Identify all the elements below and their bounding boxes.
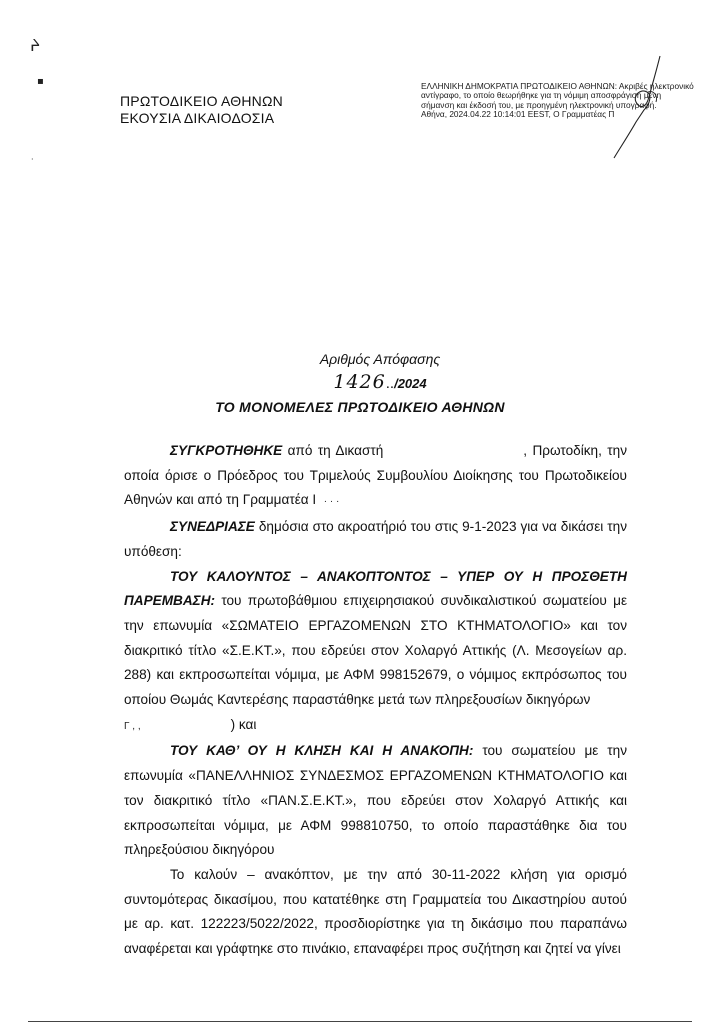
redacted-lawyer-names: Γ , , — [124, 720, 141, 732]
respondent-text: του σωματείου με την επωνυμία «ΠΑΝΕΛΛΗΝΙΟΣ ΣΥΝΔΕΣΜΟΣ ΕΡΓΑΖΟΜΕΝΩΝ ΚΤΗΜΑΤΟΛΟΓΙΟ και τον διακριτικό τίτλο «ΠΑΝ.Σ.Ε.ΚΤ.», που εδρεύει στον Χολαργό Αττικής και εκπροσωπείται νόμιμα, με ΑΦΜ 998810750, το οποίο παραστάθηκε δια του πληρεξούσιου δικηγόρου — [124, 743, 627, 858]
margin-punch-mark: ▪ — [37, 76, 44, 87]
document-body — [124, 439, 627, 962]
decision-number — [300, 371, 460, 393]
paragraph-procedure — [124, 863, 627, 962]
composition-text-b: , Πρωτοδίκη, την οποία όρισε ο Πρόεδρος του Τριμελούς Συμβουλίου Διοίκησης του Πρωτοδικείου Αθηνών και από τη Γραμματέα Ι — [124, 443, 627, 508]
paragraph-applicant — [124, 565, 627, 740]
stamp-line-2: αντίγραφο, το οποίο θεωρήθηκε για τη νόμιμη αποσφράγιση μένη — [421, 90, 662, 101]
page-bottom-edge — [28, 1021, 692, 1022]
court-name: ΠΡΩΤΟΔΙΚΕΙΟ ΑΘΗΝΩΝ — [120, 93, 283, 109]
paragraph-respondent — [124, 739, 627, 863]
stamp-line-4: Αθήνα, 2024.04.22 10:14:01 EEST, Ο Γραμματέας Π — [421, 109, 615, 120]
applicant-tail: ) και — [230, 716, 257, 732]
stamp-line-3: σήμανση και έκδοσή του, με προηγμένη ηλεκτρονική υπογραφή. — [421, 99, 657, 110]
paragraph-composition — [124, 439, 627, 515]
respondent-heading: ΤΟΥ ΚΑΘ’ ΟΥ Η ΚΛΗΣΗ ΚΑΙ Η ΑΝΑΚΟΠΗ: — [170, 743, 474, 759]
composition-heading: ΣΥΓΚΡΟΤΗΘΗΚΕ — [170, 443, 283, 458]
signature-mark — [590, 52, 680, 162]
court-header — [120, 93, 283, 127]
applicant-text: του πρωτοβάθμιου επιχειρησιακού συνδικαλιστικού σωματείου με την επωνυμία «ΣΩΜΑΤΕΙΟ ΕΡΓΑΖΟΜΕΝΩΝ ΣΤΟ ΚΤΗΜΑΤΟΛΟΓΙΟ» και τον διακριτικό τίτλο «Σ.Ε.ΚΤ.», που εδρεύει στον Χολαργό Αττικής (Λ. Μεσογείων αρ. 288) και εκπροσωπείται νόμιμα, με ΑΦΜ 998152679, ο νόμιμος εκπρόσωπος του οποίου Θωμάς Καντερέσης παραστάθηκε μετά των πληρεξουσίων δικηγόρων — [124, 593, 627, 708]
decision-number-block — [300, 351, 460, 393]
court-title: ΤΟ ΜΟΝΟΜΕΛΕΣ ΠΡΩΤΟΔΙΚΕΙΟ ΑΘΗΝΩΝ — [215, 399, 505, 415]
procedure-text: Το καλούν – ανακόπτον, με την από 30-11-2022 κλήση για ορισμό συντομότερας δικασίμου, που κατατέθηκε στη Γραμματεία του Δικαστηρίου αυτού με αρ. κατ. 122223/5022/2022, προσδιορίστηκε για τη δικάσιμο που παραπάνω αναφέρεται και γράφτηκε στο πινάκιο, επαναφέρει προς συζήτηση και ζητεί να γίνει — [124, 866, 627, 957]
session-heading: ΣΥΝΕΔΡΙΑΣΕ — [170, 519, 255, 535]
decision-number-dots: .. — [385, 375, 395, 392]
margin-dot-mark: · — [31, 155, 34, 164]
decision-number-year: /2024 — [394, 376, 427, 391]
stamp-line-1: ΕΛΛΗΝΙΚΗ ΔΗΜΟΚΡΑΤΙΑ ΠΡΩΤΟΔΙΚΕΙΟ ΑΘΗΝΩΝ: Ακριβές ηλεκτρονικό — [421, 81, 694, 91]
applicant-heading: ΤΟΥ ΚΑΛΟΥΝΤΟΣ – ΑΝΑΚΟΠΤΟΝΤΟΣ – ΥΠΕΡ ΟΥ Η ΠΡΟΣΘΕΤΗ ΠΑΡΕΜΒΑΣΗ: — [124, 568, 627, 609]
court-division: ΕΚΟΥΣΙΑ ΔΙΚΑΙΟΔΟΣΙΑ — [120, 110, 275, 126]
margin-handwritten-mark: ᔨ — [30, 36, 41, 55]
decision-number-label: Αριθμός Απόφασης — [319, 351, 441, 367]
composition-text-a: από τη Δικαστή — [282, 443, 384, 458]
redacted-clerk-name: · · · — [323, 496, 340, 508]
session-text: δημόσια στο ακροατήριό του στις 9-1-2023 για να δικάσει την υπόθεση: — [124, 519, 627, 559]
paragraph-session — [124, 515, 627, 564]
decision-number-handwritten: 1426 — [333, 371, 386, 393]
